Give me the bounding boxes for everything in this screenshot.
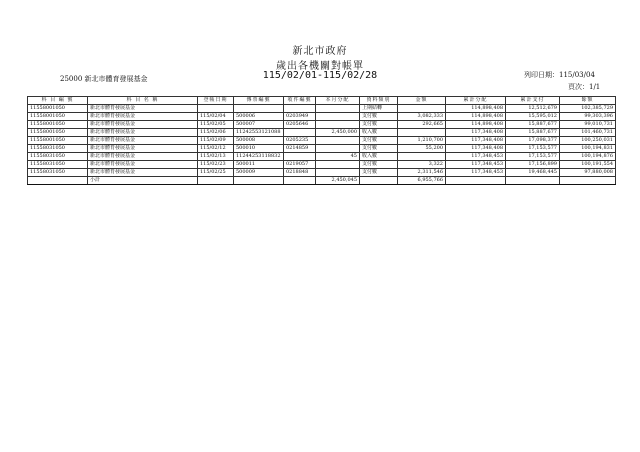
cell-receipt: [284, 153, 316, 161]
cell-voucher: 500007: [234, 121, 284, 129]
cell-amount: [398, 105, 446, 113]
cell-cum-alloc: 117,348,408: [446, 137, 506, 145]
cell-date: [198, 105, 234, 113]
cell-date: 115/02/04: [198, 113, 234, 121]
cell-alloc: 2,450,000: [316, 129, 360, 137]
cell-type: 收入數: [360, 153, 398, 161]
cell-voucher: 500008: [234, 137, 284, 145]
cell-amount: 3,082,333: [398, 113, 446, 121]
col-header: 累計支付: [506, 97, 560, 105]
cell-voucher: 500011: [234, 161, 284, 169]
cell-code: 11558001050: [28, 137, 88, 145]
table-row: [28, 145, 616, 153]
subtotal-row: [28, 177, 616, 185]
cell-cum-alloc: 114,898,408: [446, 105, 506, 113]
cell-cum-alloc: 117,348,453: [446, 169, 506, 177]
cell-name: 新北市體育發展基金: [88, 113, 198, 121]
cell-name: 新北市體育發展基金: [88, 161, 198, 169]
report-title: 歲出各機關對帳單: [276, 61, 364, 72]
cell-cum-pay: 17,156,899: [506, 161, 560, 169]
cell-balance: 101,460,731: [560, 129, 616, 137]
col-header: 餘額: [560, 97, 616, 105]
subtotal-empty-cell: [446, 177, 506, 185]
subtotal-label: 小計: [88, 177, 198, 185]
table-row: [28, 105, 616, 113]
cell-balance: 99,303,396: [560, 113, 616, 121]
cell-code: 11558001050: [28, 113, 88, 121]
cell-balance: 100,194,831: [560, 145, 616, 153]
cell-voucher: 11244253118832: [234, 153, 284, 161]
col-header: 登帳日期: [198, 97, 234, 105]
fund-label: 25000 新北市體育發展基金: [60, 75, 148, 83]
cell-amount: 1,210,700: [398, 137, 446, 145]
cell-balance: 100,194,876: [560, 153, 616, 161]
cell-alloc: [316, 169, 360, 177]
col-header: 累計分配: [446, 97, 506, 105]
cell-code: 11558031050: [28, 145, 88, 153]
cell-name: 新北市體育發展基金: [88, 137, 198, 145]
cell-code: 1155800105​0: [28, 105, 88, 113]
cell-type: 支付數: [360, 121, 398, 129]
cell-alloc: [316, 145, 360, 153]
cell-receipt: 0219057: [284, 161, 316, 169]
cell-voucher: 500006: [234, 113, 284, 121]
cell-receipt: [284, 129, 316, 137]
table-row: [28, 169, 616, 177]
cell-alloc: [316, 121, 360, 129]
cell-type: 支付數: [360, 137, 398, 145]
col-header: 科 目 編 號: [28, 97, 88, 105]
cell-date: 115/02/06: [198, 129, 234, 137]
col-header: 傳票編號: [234, 97, 284, 105]
cell-cum-alloc: 114,898,408: [446, 113, 506, 121]
table-row: [28, 113, 616, 121]
cell-type: 支付數: [360, 169, 398, 177]
cell-cum-pay: 17,153,577: [506, 145, 560, 153]
cell-date: 115/02/25: [198, 169, 234, 177]
table-row: [28, 153, 616, 161]
table-row: [28, 161, 616, 169]
subtotal-alloc: 2,450,045: [316, 177, 360, 185]
cell-alloc: [316, 105, 360, 113]
cell-cum-pay: 15,887,677: [506, 121, 560, 129]
cell-type: 收入數: [360, 129, 398, 137]
cell-date: 115/02/05: [198, 121, 234, 129]
cell-type: 支付數: [360, 145, 398, 153]
cell-alloc: [316, 161, 360, 169]
cell-balance: 100,250,031: [560, 137, 616, 145]
cell-voucher: 500009: [234, 169, 284, 177]
cell-voucher: 11242553121088: [234, 129, 284, 137]
col-header: 本月分配: [316, 97, 360, 105]
cell-cum-alloc: 114,898,408: [446, 121, 506, 129]
cell-date: 115/02/12: [198, 145, 234, 153]
cell-name: 新北市體育發展基金: [88, 145, 198, 153]
cell-name: 新北市體育發展基金: [88, 129, 198, 137]
cell-receipt: 0205646: [284, 121, 316, 129]
cell-date: 115/02/09: [198, 137, 234, 145]
cell-cum-pay: 12,512,679: [506, 105, 560, 113]
cell-type: 支付數: [360, 161, 398, 169]
cell-receipt: [284, 105, 316, 113]
cell-type: 支付數: [360, 113, 398, 121]
table-row: [28, 137, 616, 145]
cell-cum-pay: 17,153,577: [506, 153, 560, 161]
report-period: 115/02/01-115/02/28: [262, 70, 378, 81]
cell-cum-pay: 15,595,012: [506, 113, 560, 121]
cell-balance: 100,191,554: [560, 161, 616, 169]
cell-cum-alloc: 117,348,408: [446, 129, 506, 137]
cell-amount: 3,322: [398, 161, 446, 169]
cell-date: 115/02/13: [198, 153, 234, 161]
table-row: [28, 121, 616, 129]
cell-code: 11558031050: [28, 153, 88, 161]
cell-code: 11558001050: [28, 129, 88, 137]
cell-receipt: 0214859: [284, 145, 316, 153]
page-number: 頁次：1/1: [568, 83, 601, 91]
ledger-table: [27, 96, 616, 185]
table-row: [28, 129, 616, 137]
subtotal-empty-cell: [506, 177, 560, 185]
subtotal-amount: 6,955,766: [398, 177, 446, 185]
cell-receipt: 0203949: [284, 113, 316, 121]
cell-balance: 102,385,729: [560, 105, 616, 113]
cell-code: 11558031050: [28, 161, 88, 169]
cell-name: 新北市體育發展基金: [88, 105, 198, 113]
cell-alloc: [316, 137, 360, 145]
cell-amount: [398, 129, 446, 137]
cell-name: 新北市體育發展基金: [88, 169, 198, 177]
subtotal-empty-cell: [560, 177, 616, 185]
cell-balance: 99,010,731: [560, 121, 616, 129]
cell-date: 115/02/23: [198, 161, 234, 169]
cell-code: 11558001050: [28, 121, 88, 129]
cell-receipt: 0205235: [284, 137, 316, 145]
col-header: 資料類別: [360, 97, 398, 105]
cell-cum-alloc: 117,348,453: [446, 153, 506, 161]
cell-name: 新北市體育發展基金: [88, 121, 198, 129]
subtotal-empty-cell: [234, 177, 284, 185]
print-date: 列印日期：115/03/04: [524, 71, 595, 79]
cell-cum-pay: 15,887,677: [506, 129, 560, 137]
cell-voucher: [234, 105, 284, 113]
cell-balance: 97,880,008: [560, 169, 616, 177]
cell-alloc: 45: [316, 153, 360, 161]
col-header: 收件編號: [284, 97, 316, 105]
cell-name: 新北市體育發展基金: [88, 153, 198, 161]
cell-alloc: [316, 113, 360, 121]
cell-receipt: 0218848: [284, 169, 316, 177]
subtotal-empty-cell: [198, 177, 234, 185]
cell-amount: 2,311,546: [398, 169, 446, 177]
cell-amount: 55,200: [398, 145, 446, 153]
subtotal-empty-cell: [28, 177, 88, 185]
cell-amount: 292,665: [398, 121, 446, 129]
col-header: 科 目 名 稱: [88, 97, 198, 105]
cell-amount: [398, 153, 446, 161]
cell-code: 11558031050: [28, 169, 88, 177]
cell-cum-alloc: 117,348,408: [446, 145, 506, 153]
cell-voucher: 500010: [234, 145, 284, 153]
org-title: 新北市政府: [292, 46, 348, 57]
header-row: [28, 97, 616, 105]
col-header: 金額: [398, 97, 446, 105]
subtotal-empty-cell: [284, 177, 316, 185]
cell-cum-pay: 17,098,377: [506, 137, 560, 145]
cell-cum-alloc: 117,348,453: [446, 161, 506, 169]
cell-cum-pay: 19,468,445: [506, 169, 560, 177]
cell-type: 上期結轉: [360, 105, 398, 113]
subtotal-empty-cell: [360, 177, 398, 185]
